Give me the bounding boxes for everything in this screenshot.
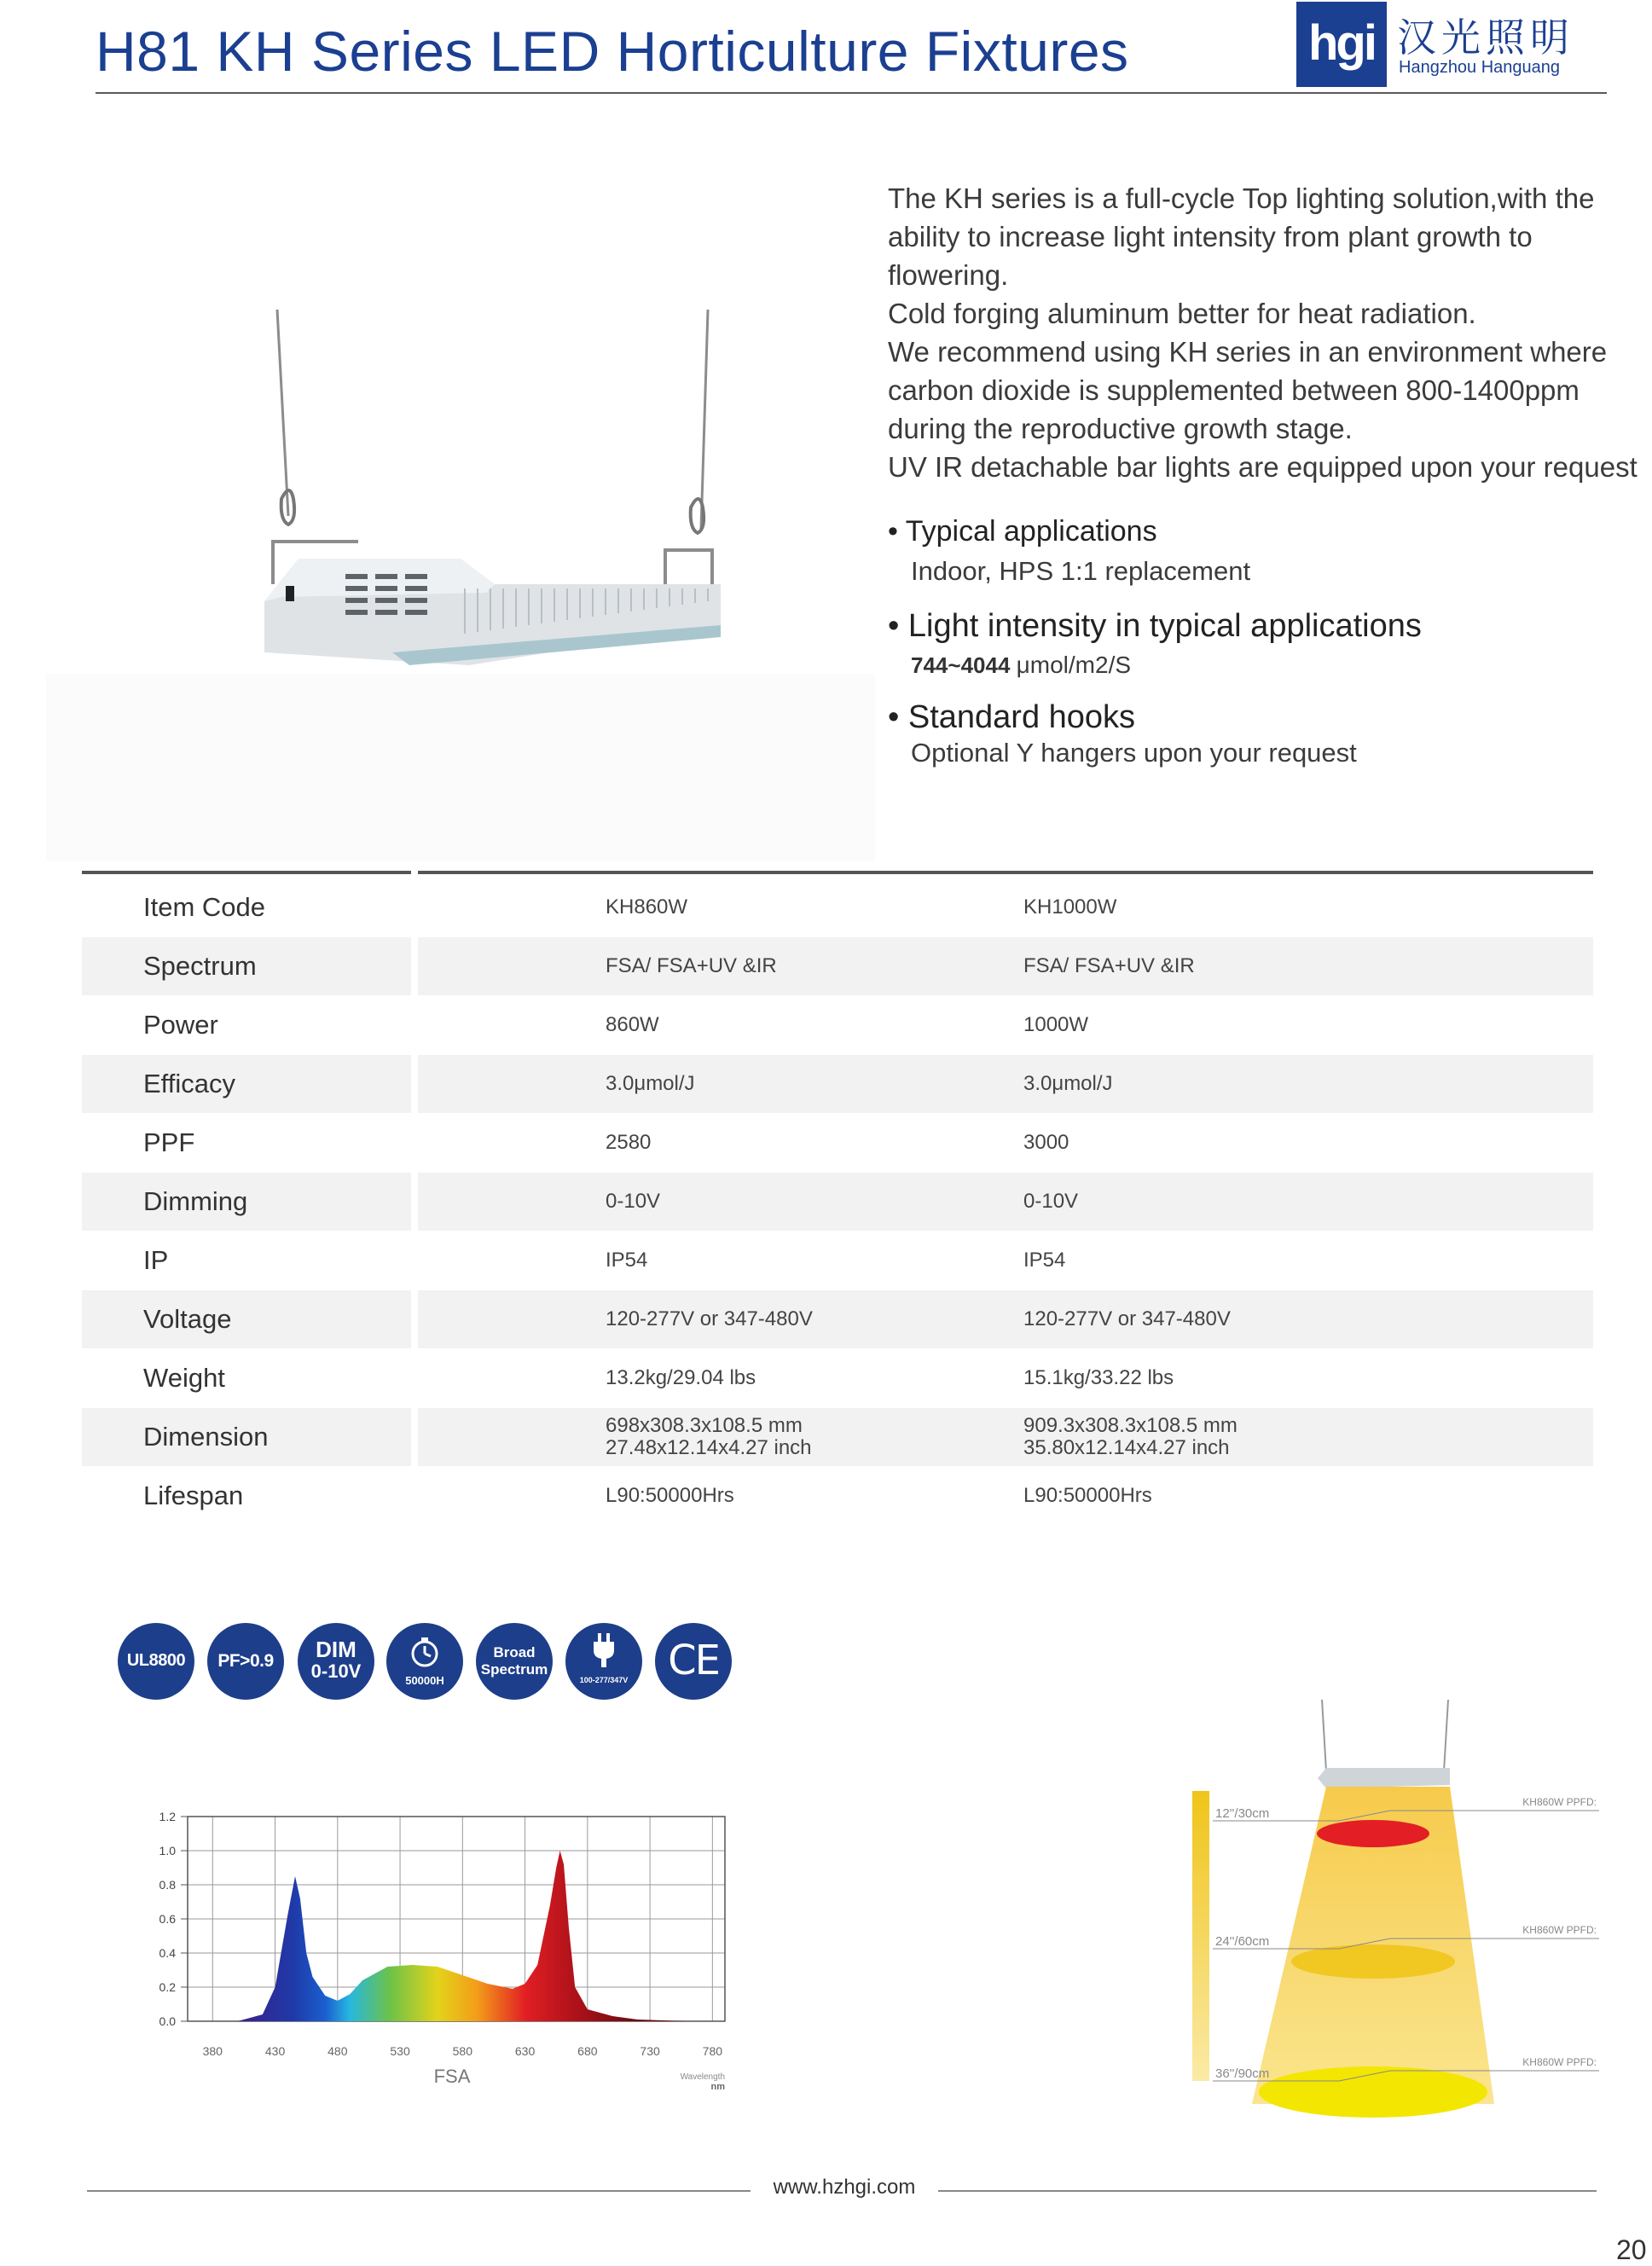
spec-label: Voltage: [143, 1304, 232, 1334]
spec-value-line: FSA/ FSA+UV &IR: [606, 954, 777, 977]
spec-label: PPF: [143, 1127, 195, 1157]
feature-heading-intensity: • Light intensity in typical applications: [888, 608, 1422, 644]
table-row: [82, 1232, 1593, 1289]
spec-value-kh1000w: [1023, 1173, 1078, 1231]
spec-value-line: FSA/ FSA+UV &IR: [1023, 954, 1195, 977]
feature-detail-intensity: [911, 652, 1131, 679]
y-tick-label: 0.2: [159, 1980, 176, 1994]
page-title: H81 KH Series LED Horticulture Fixtures: [96, 20, 1129, 83]
y-tick-label: 0.0: [159, 2014, 176, 2028]
table-row: [82, 1349, 1593, 1407]
footer-rule: [87, 2190, 751, 2192]
spec-label: Power: [143, 1010, 218, 1040]
mounting-height-label: 12''/30cm: [1215, 1806, 1270, 1821]
spec-value-line: 2580: [606, 1131, 652, 1154]
spec-value-kh860w: [606, 1173, 660, 1231]
product-fixture-image: [247, 303, 751, 669]
spec-value-line: 15.1kg/33.22 lbs: [1023, 1366, 1174, 1389]
row-label-cell: [82, 1232, 411, 1289]
table-row: [82, 1114, 1593, 1172]
intensity-range: 744~4044: [911, 652, 1011, 678]
x-tick-label: 680: [577, 2044, 598, 2058]
table-row: [82, 996, 1593, 1054]
spec-label: Spectrum: [143, 951, 257, 981]
broad-spectrum-badge: [476, 1623, 553, 1700]
footer-rule: [938, 2190, 1597, 2192]
badge-text: DIM: [316, 1637, 356, 1662]
description-line: We recommend using KH series in an environment where: [888, 336, 1608, 368]
ppfd-spot: [1317, 1820, 1429, 1847]
spec-value-kh1000w: [1023, 878, 1116, 936]
plug-icon: [587, 1631, 621, 1669]
spec-value-line: IP54: [1023, 1249, 1066, 1272]
mounting-height-label: 24''/60cm: [1215, 1934, 1270, 1949]
row-value-cell: [418, 1114, 1593, 1172]
row-value-cell: [418, 878, 1593, 936]
x-unit-label: nm: [710, 2082, 725, 2092]
spec-value-line: 1000W: [1023, 1013, 1089, 1036]
spec-value-line: KH860W: [606, 895, 688, 919]
logo-chinese-name: 汉光照明: [1397, 15, 1574, 60]
y-tick-label: 1.2: [159, 1810, 176, 1823]
spec-value-line: 3.0μmol/J: [1023, 1072, 1113, 1095]
ppfd-value-label: KH860W PPFD:: [1522, 1924, 1597, 1936]
spec-value-kh860w: [606, 1290, 813, 1348]
spec-value-kh860w: [606, 1114, 651, 1172]
clock-icon: [408, 1635, 442, 1669]
spec-value-kh1000w: [1023, 937, 1195, 995]
row-label-cell: [82, 1349, 411, 1407]
row-value-cell: [418, 937, 1593, 995]
spec-label: Dimension: [143, 1422, 269, 1452]
spec-label: Weight: [143, 1363, 225, 1393]
spectrum-chart: [136, 1799, 751, 2115]
row-value-cell: [418, 1232, 1593, 1289]
badge-text: 100-277/347V: [579, 1676, 629, 1684]
page-number: 20: [1616, 2234, 1647, 2265]
spec-value-kh860w: [606, 1467, 734, 1525]
row-value-cell: [418, 1173, 1593, 1231]
x-axis-label: FSA: [433, 2066, 471, 2087]
spec-value-line: 120-277V or 347-480V: [606, 1307, 813, 1330]
spec-value-kh1000w: [1023, 1114, 1069, 1172]
spec-value-kh1000w: [1023, 996, 1088, 1054]
spec-label: Lifespan: [143, 1481, 244, 1510]
table-row: [82, 1055, 1593, 1113]
spec-value-kh1000w: [1023, 1055, 1113, 1113]
ul8800-badge: [118, 1623, 194, 1700]
ppfd-spot: [1291, 1944, 1455, 1979]
spec-label: Dimming: [143, 1186, 248, 1216]
row-label-cell: [82, 1290, 411, 1348]
badge-text: 0-10V: [310, 1660, 362, 1682]
spec-label: Item Code: [143, 892, 266, 922]
x-tick-label: 730: [640, 2044, 660, 2058]
y-tick-label: 1.0: [159, 1844, 176, 1857]
dimming-badge: [298, 1623, 374, 1700]
x-tick-label: 430: [264, 2044, 286, 2058]
spec-value-kh1000w: [1023, 1349, 1174, 1407]
table-top-rule: [82, 871, 411, 874]
description-line: flowering.: [888, 259, 1009, 291]
row-label-cell: [82, 1467, 411, 1525]
intensity-unit: μmol/m2/S: [1016, 652, 1132, 678]
company-logo: [1296, 0, 1603, 89]
table-row: [82, 878, 1593, 936]
spec-value-kh860w: [606, 1349, 756, 1407]
ppfd-value-label: KH860W PPFD:: [1522, 1796, 1597, 1808]
lifetime-badge: [386, 1623, 463, 1700]
spec-value-line: 120-277V or 347-480V: [1023, 1307, 1231, 1330]
spec-value-kh1000w: [1023, 1232, 1065, 1289]
badge-text: UL8800: [126, 1651, 186, 1670]
spec-value-line: 27.48x12.14x4.27 inch: [606, 1436, 812, 1459]
spec-value-kh860w: [606, 878, 687, 936]
spec-value-line: 0-10V: [606, 1190, 661, 1213]
spec-value-line: 860W: [606, 1013, 659, 1036]
power-factor-badge: [207, 1623, 284, 1700]
spec-value-kh1000w: [1023, 1467, 1152, 1525]
description-line: Cold forging aluminum better for heat radiation.: [888, 298, 1476, 329]
table-row: [82, 1173, 1593, 1231]
spec-value-kh1000w: [1023, 1415, 1238, 1459]
feature-detail-hooks: Optional Y hangers upon your request: [911, 738, 1357, 768]
table-row: [82, 1290, 1593, 1348]
x-tick-label: 480: [328, 2044, 348, 2058]
spec-value-line: 0-10V: [1023, 1190, 1079, 1213]
voltage-badge: [565, 1623, 642, 1700]
spec-value-kh860w: [606, 1055, 695, 1113]
badge-text: CE: [668, 1637, 719, 1684]
x-tick-label: 630: [514, 2044, 536, 2058]
badge-text: 50000H: [405, 1674, 444, 1687]
table-row: [82, 937, 1593, 995]
spec-value-line: L90:50000Hrs: [606, 1484, 734, 1507]
spec-value-line: 3.0μmol/J: [606, 1072, 695, 1095]
table-top-rule: [418, 871, 1593, 874]
description-line: The KH series is a full-cycle Top lighting solution,with the: [888, 183, 1595, 214]
spec-value-kh1000w: [1023, 1290, 1231, 1348]
spec-value-line: IP54: [606, 1249, 648, 1272]
row-value-cell: [418, 1467, 1593, 1525]
product-description: [888, 179, 1638, 486]
x-unit-label: Wavelength: [680, 2072, 725, 2082]
description-line: UV IR detachable bar lights are equipped upon your request: [888, 451, 1638, 483]
y-tick-label: 0.4: [159, 1946, 176, 1960]
description-line: during the reproductive growth stage.: [888, 413, 1353, 444]
x-tick-label: 580: [452, 2044, 473, 2058]
spec-value-line: KH1000W: [1023, 895, 1117, 919]
badge-text: Broad: [493, 1644, 536, 1660]
spec-value-line: 909.3x308.3x108.5 mm: [1023, 1414, 1238, 1437]
ppfd-diagram: [1177, 1693, 1603, 2136]
x-tick-label: 380: [202, 2044, 223, 2058]
row-label-cell: [82, 1114, 411, 1172]
ppfd-value-label: KH860W PPFD:: [1522, 2056, 1597, 2068]
spec-value-kh860w: [606, 996, 659, 1054]
spec-label: IP: [143, 1245, 169, 1275]
x-tick-label: 780: [702, 2044, 723, 2058]
spec-value-line: 35.80x12.14x4.27 inch: [1023, 1436, 1230, 1459]
spec-value-line: 3000: [1023, 1131, 1069, 1154]
spec-value-line: 13.2kg/29.04 lbs: [606, 1366, 756, 1389]
product-image-backdrop: [46, 674, 875, 861]
y-tick-label: 0.8: [159, 1878, 176, 1892]
row-value-cell: [418, 1290, 1593, 1348]
row-value-cell: [418, 1349, 1593, 1407]
header-divider: [96, 92, 1607, 94]
spec-value-line: 698x308.3x108.5 mm: [606, 1414, 803, 1437]
footer-url[interactable]: www.hzhgi.com: [773, 2176, 916, 2199]
table-row: [82, 1408, 1593, 1466]
spec-value-kh860w: [606, 1232, 647, 1289]
description-line: ability to increase light intensity from plant growth to: [888, 221, 1533, 252]
ce-badge: [655, 1623, 732, 1700]
feature-detail-applications: Indoor, HPS 1:1 replacement: [911, 556, 1251, 586]
logo-mark: hgi: [1296, 2, 1387, 87]
spec-label: Efficacy: [143, 1069, 235, 1098]
feature-heading-applications: • Typical applications: [888, 515, 1157, 548]
row-value-cell: [418, 1408, 1593, 1466]
spec-value-kh860w: [606, 937, 777, 995]
row-value-cell: [418, 996, 1593, 1054]
row-label-cell: [82, 1055, 411, 1113]
row-value-cell: [418, 1055, 1593, 1113]
y-tick-label: 0.6: [159, 1912, 176, 1926]
table-row: [82, 1467, 1593, 1525]
badge-text: PF>0.9: [217, 1651, 274, 1671]
spec-value-line: L90:50000Hrs: [1023, 1484, 1152, 1507]
row-label-cell: [82, 996, 411, 1054]
feature-heading-hooks: • Standard hooks: [888, 699, 1136, 735]
description-line: carbon dioxide is supplemented between 800-1400ppm: [888, 374, 1580, 406]
mounting-height-label: 36''/90cm: [1215, 2066, 1270, 2081]
badge-text: Spectrum: [480, 1661, 548, 1678]
logo-english-name: Hangzhou Hanguang: [1399, 58, 1561, 77]
spec-value-kh860w: [606, 1415, 812, 1459]
x-tick-label: 530: [390, 2044, 410, 2058]
